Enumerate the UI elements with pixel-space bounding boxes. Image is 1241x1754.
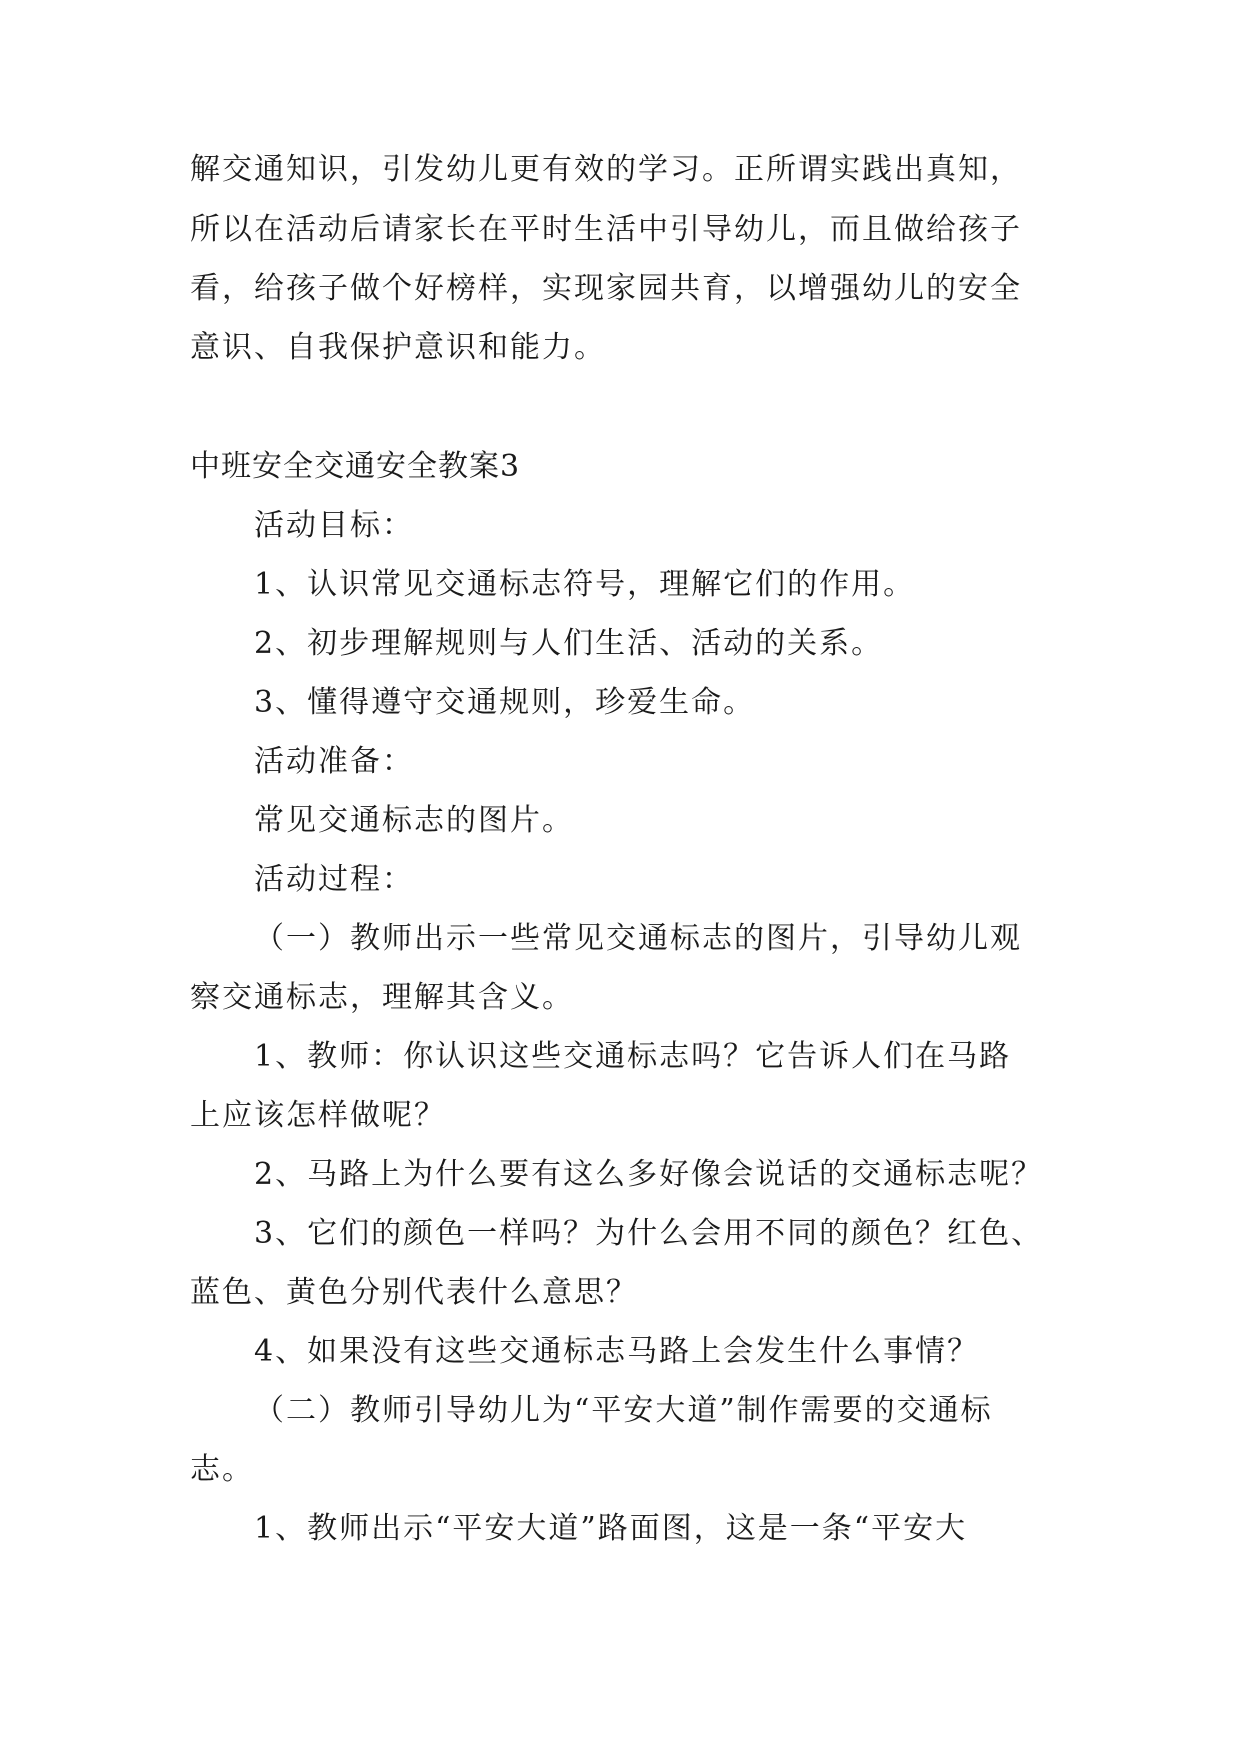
lesson-title: 中班安全交通安全教案3: [190, 449, 521, 484]
process-line-4: 上应该怎样做呢？: [190, 1098, 446, 1133]
process-heading: 活动过程：: [254, 862, 414, 897]
process-line-1: （一）教师出示一些常见交通标志的图片，引导幼儿观: [254, 921, 1022, 956]
goal-item-1: 1、认识常见交通标志符号，理解它们的作用。: [254, 567, 916, 602]
goal-item-2: 2、初步理解规则与人们生活、活动的关系。: [254, 626, 884, 661]
process-line-6: 3、它们的颜色一样吗？为什么会用不同的颜色？红色、: [254, 1216, 1044, 1251]
process-line-9: （二）教师引导幼儿为“平安大道”制作需要的交通标: [254, 1393, 993, 1428]
intro-line-4: 意识、自我保护意识和能力。: [190, 330, 606, 365]
preparation-text: 常见交通标志的图片。: [254, 803, 574, 838]
intro-line-3: 看，给孩子做个好榜样，实现家园共育，以增强幼儿的安全: [190, 271, 1022, 306]
process-line-2: 察交通标志，理解其含义。: [190, 980, 574, 1015]
process-line-8: 4、如果没有这些交通标志马路上会发生什么事情？: [254, 1334, 980, 1369]
process-line-5: 2、马路上为什么要有这么多好像会说话的交通标志呢？: [254, 1157, 1044, 1192]
intro-line-2: 所以在活动后请家长在平时生活中引导幼儿，而且做给孩子: [190, 212, 1022, 247]
process-line-3: 1、教师：你认识这些交通标志吗？它告诉人们在马路: [254, 1039, 1012, 1074]
goal-item-3: 3、懂得遵守交通规则，珍爱生命。: [254, 685, 756, 720]
process-line-11: 1、教师出示“平安大道”路面图，这是一条“平安大: [254, 1511, 968, 1546]
intro-line-1: 解交通知识，引发幼儿更有效的学习。正所谓实践出真知，: [190, 152, 1022, 187]
preparation-heading: 活动准备：: [254, 744, 414, 779]
process-line-10: 志。: [190, 1452, 254, 1487]
goals-heading: 活动目标：: [254, 508, 414, 543]
process-line-7: 蓝色、黄色分别代表什么意思？: [190, 1275, 638, 1310]
